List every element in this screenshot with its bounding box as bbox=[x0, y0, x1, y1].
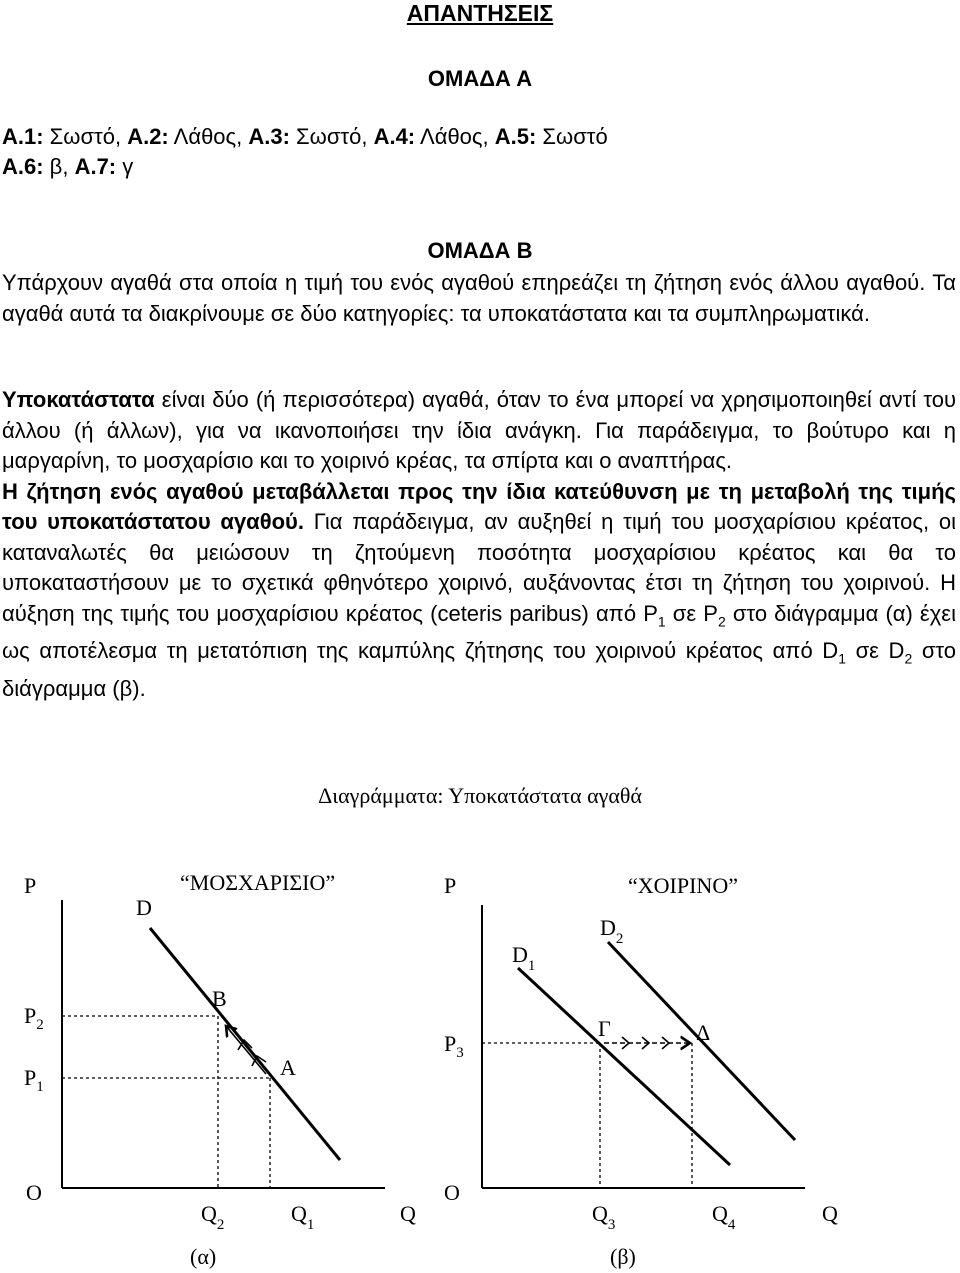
demand-curve-d1 bbox=[518, 968, 730, 1165]
subscript: 2 bbox=[717, 612, 726, 629]
group-a-title: ΟΜΑΔΑ Α bbox=[427, 66, 533, 91]
curve-label: D bbox=[136, 895, 152, 920]
answer-label: Α.6: bbox=[2, 154, 44, 179]
answer-value: Λάθος, bbox=[168, 124, 249, 149]
subscript: 1 bbox=[838, 650, 846, 667]
term-substitutes: Υποκατάστατα bbox=[2, 387, 155, 412]
curve-d2-label: $D_2$ bbox=[600, 915, 624, 947]
answers-line-2 bbox=[2, 154, 133, 180]
origin-label: O bbox=[26, 1180, 42, 1205]
qty-q2-label: $Q_2$ bbox=[201, 1201, 225, 1233]
answer-value: Λάθος, bbox=[415, 124, 495, 149]
answer-value: γ bbox=[116, 154, 134, 179]
example-text: στο διάγραμμα (β). bbox=[2, 638, 957, 702]
price-p1-label: $P_1$ bbox=[24, 1065, 44, 1095]
definition-text: είναι δύο (ή περισσότερα) αγαθά, όταν το ένα μπορεί να χρησιμοποιηθεί αντί του άλλου (ή άλλων), για να ικανοποιήσει την ίδια ανάγκη. Για παράδειγμα, το βούτυρο και η μαργαρίνη, το μοσχαρίσιο και το χοιρινό κρέας, τα σπίρτα και ο αναπτήρας. bbox=[2, 387, 956, 473]
x-axis-label: Q bbox=[400, 1201, 416, 1226]
y-axis-label: P bbox=[444, 873, 457, 898]
point-g-label: Γ bbox=[598, 1016, 611, 1041]
answer-value: Σωστό, bbox=[43, 124, 128, 149]
answer-label: Α.3: bbox=[248, 124, 290, 149]
intro-paragraph: Υπάρχουν αγαθά στα οποία η τιμή του ενός αγαθού επηρεάζει τη ζήτηση ενός άλλου αγαθού. Τα αγαθά αυτά τα διακρίνουμε σε δύο κατηγορίες: τα υποκατάστατα και τα συμπληρωματικά. bbox=[2, 270, 956, 326]
answer-label: Α.1: bbox=[2, 124, 44, 149]
subscript: 2 bbox=[904, 650, 913, 667]
substitutes-rule: Η ζήτηση ενός αγαθού μεταβάλλεται προς την ίδια κατεύθυνση με τη μεταβολή της τιμής του υποκατάστατου αγαθού. bbox=[2, 478, 956, 534]
example-text: στο διάγραμμα (α) έχει ως αποτέλεσμα τη μετατόπιση της καμπύλης ζήτησης του χοιρινού κρέατος από D bbox=[2, 600, 956, 664]
x-axis-label: Q bbox=[822, 1201, 838, 1226]
diagram-label-a: (α) bbox=[190, 1244, 217, 1269]
qty-q4-label: $Q_4$ bbox=[712, 1201, 736, 1233]
answer-label: Α.5: bbox=[494, 124, 537, 149]
product-label: “ΜΟΣΧΑΡΙΣΙΟ” bbox=[180, 870, 336, 895]
price-p3-label: $P_3$ bbox=[444, 1031, 464, 1061]
answers-line-1 bbox=[2, 124, 608, 150]
qty-q1-label: $Q_1$ bbox=[291, 1201, 315, 1233]
substitutes-diagrams bbox=[0, 820, 960, 1273]
example-text: Για παράδειγμα, αν αυξηθεί η τιμή του μοσχαρίσιου κρέατος, οι καταναλωτές θα μειώσουν τη ζητούμενη ποσότητα μοσχαρίσιου κρέατος και θα το υποκαταστήσουν με το σχετικά φθηνότερο χοιρινό, αυξάνοντας έτσι τη ζήτηση του χοιρινού. Η αύξηση της τιμής του μοσχαρίσιου κρέατος (ceteris paribus) από P bbox=[2, 509, 956, 626]
y-axis-label: P bbox=[24, 873, 37, 898]
answer-value: β, bbox=[43, 154, 75, 179]
diagram-beef bbox=[24, 870, 416, 1269]
demand-curve bbox=[150, 928, 340, 1160]
diagrams-caption: Διαγράμματα: Υποκατάστατα αγαθά bbox=[318, 783, 642, 808]
subscript: 1 bbox=[657, 612, 666, 629]
example-text: σε P bbox=[665, 600, 718, 626]
point-a-label: A bbox=[280, 1055, 296, 1080]
curve-d1-label: $D_1$ bbox=[512, 942, 536, 974]
origin-label: O bbox=[444, 1180, 460, 1205]
movement-arrow bbox=[226, 1026, 266, 1074]
example-text: σε D bbox=[846, 638, 905, 664]
diagram-pork bbox=[444, 873, 838, 1269]
answer-label: Α.4: bbox=[373, 124, 416, 149]
answer-label: Α.7: bbox=[74, 154, 117, 179]
point-d-label: Δ bbox=[696, 1020, 711, 1045]
answers-heading: ΑΠΑΝΤΗΣΕΙΣ bbox=[406, 0, 554, 26]
qty-q3-label: $Q_3$ bbox=[592, 1201, 616, 1233]
point-b-label: B bbox=[212, 986, 227, 1011]
answer-value: Σωστό, bbox=[289, 124, 374, 149]
product-label: “ΧΟΙΡΙΝΟ” bbox=[628, 873, 738, 898]
group-b-title: ΟΜΑΔΑ Β bbox=[427, 238, 533, 263]
answer-label: Α.2: bbox=[127, 124, 169, 149]
answer-value: Σωστό bbox=[536, 124, 608, 149]
substitutes-paragraph bbox=[2, 385, 956, 705]
diagram-label-b: (β) bbox=[610, 1244, 636, 1269]
price-p2-label: $P_2$ bbox=[24, 1003, 44, 1033]
